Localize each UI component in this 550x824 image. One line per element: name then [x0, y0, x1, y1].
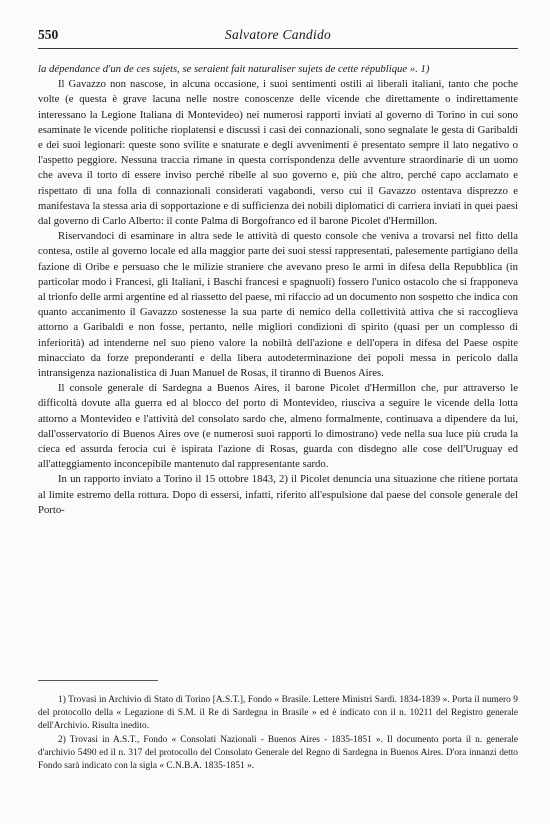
paragraph: Riservandoci di esaminare in altra sede le attività di questo console che veniva a trovarsi nel fitto della contesa, ostile al governo locale ed alla maggior parte dei suoi stessi rappresentati, palesemente partigiano della fazione di Oribe e persuaso che le milizie straniere che avevano preso le armi in difesa della Repubblica (in particolar modo i Francesi, gli Italiani, i Baschi francesi e spagnuoli) fossero l'unico ostacolo che si frapponeva al trionfo delle armi argentine ed al riassetto del paese, mi rifaccio ad un documento non sospetto che indica con quanto accanimento il Gavazzo sostenesse la sua parte di nemico della collettività attiva che si raccoglieva attorno a Garibaldi e non fosse, pertanto, nelle migliori condizioni di spirito (quasi per un complesso di inferiorità) ad intenderne nel suo pieno valore la nobiltà dell'azione e dell'opera in difesa del Paese ospite minacciato da forze preponderanti e della libera autodeterminazione dei popoli messa in pericolo dalla intransigenza nazionalistica di Juan Manuel de Rosas, il tiranno di Buenos Aires. [38, 230, 518, 380]
paragraph: Il Gavazzo non nascose, in alcuna occasione, i suoi sentimenti ostili ai liberali italiani, tanto che poche volte (e questa è grave lacuna nelle nostre conoscenze delle vicende che direttamente o indirettamente interessano la Legione Italiana di Montevideo) nei numerosi rapporti inviati al governo di Torino in cui sono esaminate le vicende politiche rioplatensi e discussi i casi dei connazionali, sono segnalate le gesta di Garibaldi e dei suoi legionari: queste sono svilite e snaturate e degli avvenimenti è presentato sempre il lato negativo o l'aspetto peggiore. Nessuna traccia rimane in questa corrispondenza delle avventure straordinarie di un uomo che aveva il torto di essere inviso perché ribelle al suo governo e, più che altro, perché capo acclamato e rispettato di una folla di connazionali considerati vagabondi, verso cui il Gavazzo ostentava disprezzo e manifestava la stessa aria di sopportazione e di sufficienza dei nobili diplomatici di carriera inviati in quei paesi dal governo di Carlo Alberto: il conte Palma di Borgofranco ed il barone Picolet d'Hermillon. [38, 78, 518, 228]
page-header [38, 27, 518, 45]
running-head: Salvatore Candido [224, 27, 332, 42]
header-rule [38, 48, 518, 49]
footnote: 1) Trovasi in Archivio di Stato di Torino [A.S.T.], Fondo « Brasile. Lettere Ministri Sardi. 1834-1839 ». Porta il numero 9 del protocollo della « Legazione di S.M. il Re di Sardegna in Brasile » ed è indicato con il n. 10211 del Registro generale dell'Archivio. Risulta inedito. [38, 695, 518, 732]
footnotes [38, 694, 518, 773]
footnote: 2) Trovasi in A.S.T., Fondo « Consolati Nazionali - Buenos Aires - 1835-1851 ». Il documento porta il n. generale d'archivio 5490 ed il n. 317 del protocollo del Consolato Generale del Regno di Sardegna in Buenos Aires. D'ora innanzi detto Fondo sarà indicato con la sigla « C.N.B.A. 1835-1851 ». [38, 734, 518, 772]
paragraph: In un rapporto inviato a Torino il 15 ottobre 1843, 2) il Picolet denuncia una situazione che ritiene portata al limite estremo della rottura. Dopo di essersi, infatti, riferito all'espulsione dal paese del console generale del Porto- [38, 473, 518, 516]
paragraph: la dépendance d'un de ces sujets, se seraient fait naturaliser sujets de cette république ». 1) [38, 63, 430, 75]
page-number: 550 [38, 27, 59, 42]
body-text [38, 62, 518, 518]
paragraph: Il console generale di Sardegna a Buenos Aires, il barone Picolet d'Hermillon che, pur attraverso le difficoltà dovute alla guerra ed al blocco del porto di Montevideo, riusciva a seguire le vicende della lotta attorno a Montevideo e l'attività del consolato sardo che, almeno formalmente, continuava a dipendere da lui, dall'osservatorio di Buenos Aires ove (e numerosi suoi rapporti lo dimostrano) vede nella sua luce più cruda la cieca ed assurda ferocia cui è ispirata l'azione di Rosas, guarda con disdegno alle cose dell'Uruguay ed all'atteggiamento inconcepibile mantenuto dal rappresentante sardo. [38, 382, 518, 471]
footnote-rule [38, 680, 158, 681]
